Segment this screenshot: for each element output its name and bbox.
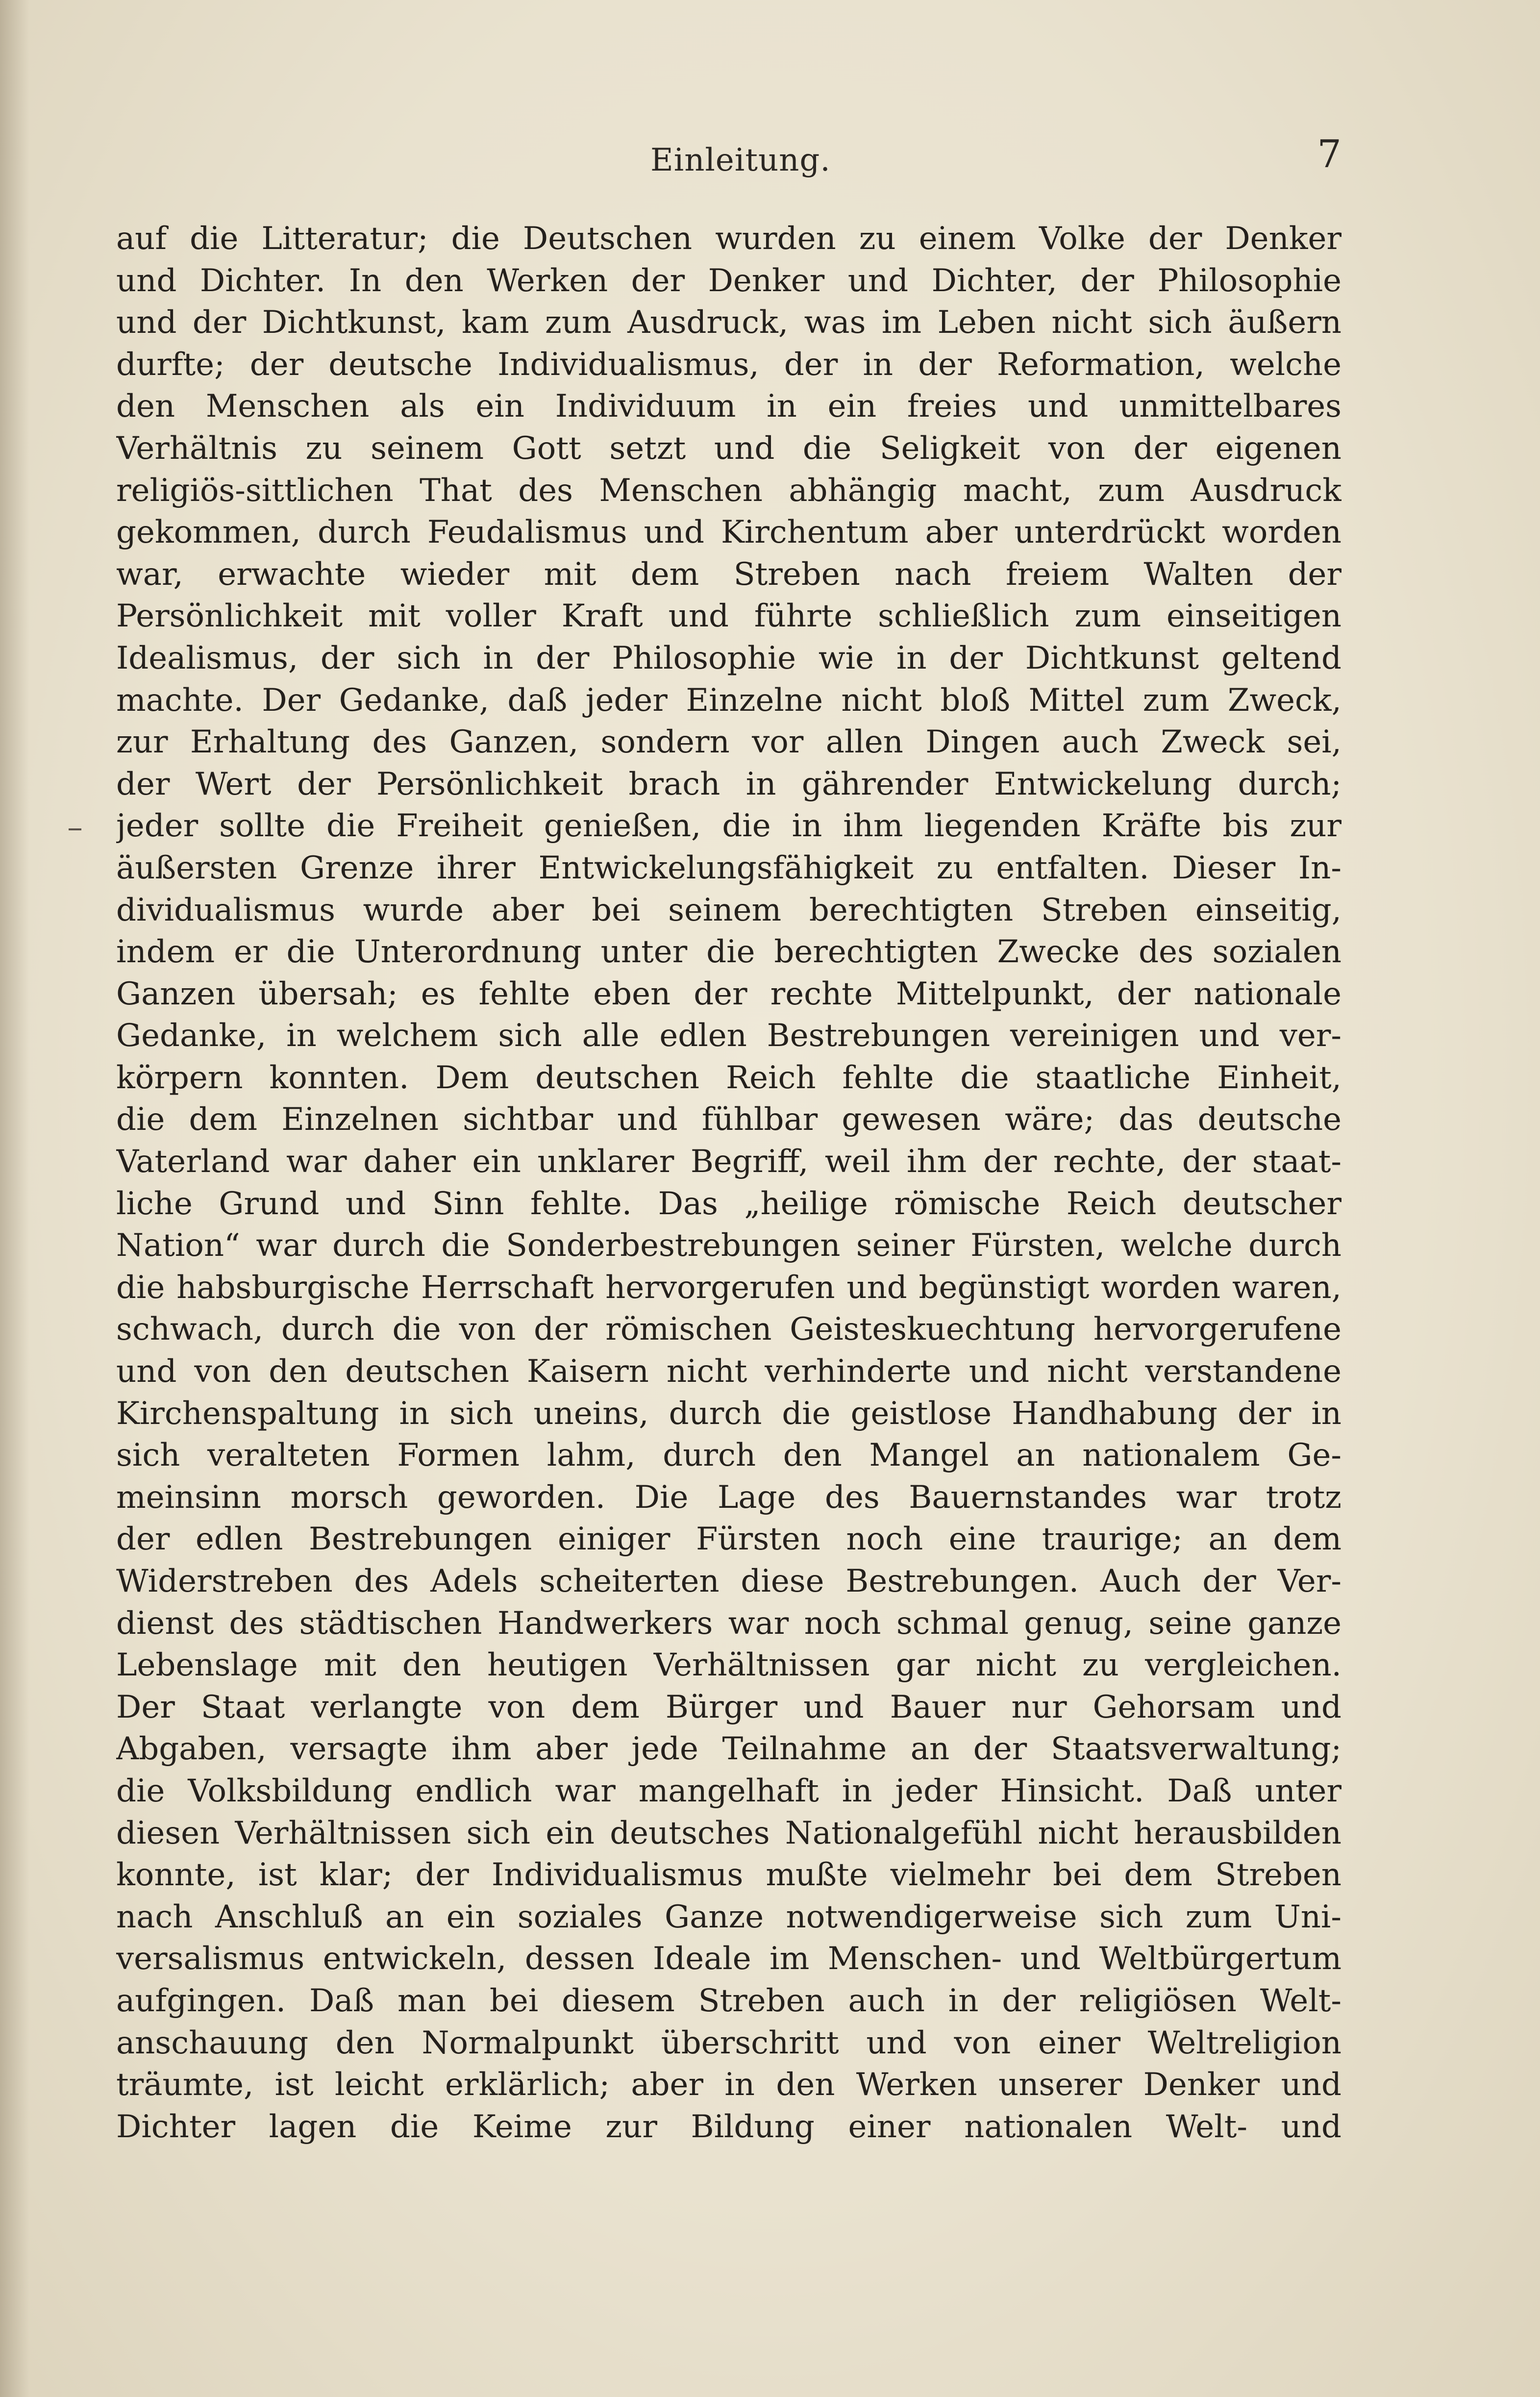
text-line: Nation“ war durch die Sonderbestrebungen seiner Fürsten, welche durch (116, 1227, 1341, 1264)
text-line: Kirchenspaltung in sich uneins, durch die geistlose Handhabung der in (116, 1395, 1341, 1432)
text-line: die Volksbildung endlich war mangelhaft in jeder Hinsicht. Daß unter (116, 1773, 1341, 1809)
text-line: und Dichter. In den Werken der Denker und Dichter, der Philosophie (116, 262, 1341, 299)
text-line: durfte; der deutsche Individualismus, der in der Reformation, welche (116, 346, 1341, 383)
text-line: äußersten Grenze ihrer Entwickelungsfähigkeit zu entfalten. Dieser In- (116, 849, 1341, 886)
text-line: und von den deutschen Kaisern nicht verhinderte und nicht verstandene (116, 1353, 1341, 1390)
text-line: gekommen, durch Feudalismus und Kirchentum aber unterdrückt worden (116, 514, 1341, 551)
text-line: Idealismus, der sich in der Philosophie wie in der Dichtkunst geltend (116, 640, 1341, 676)
text-line: diesen Verhältnissen sich ein deutsches Nationalgefühl nicht herausbilden (116, 1815, 1341, 1851)
text-line: die habsburgische Herrschaft hervorgerufen und begünstigt worden waren, (116, 1269, 1341, 1306)
text-line: träumte, ist leicht erklärlich; aber in den Werken unserer Denker und (116, 2067, 1341, 2103)
text-line: religiös-sittlichen That des Menschen abhängig macht, zum Ausdruck (116, 472, 1341, 509)
text-line: jeder sollte die Freiheit genießen, die in ihm liegenden Kräfte bis zur (116, 808, 1341, 845)
text-line: dienst des städtischen Handwerkers war noch schmal genug, seine ganze (116, 1605, 1341, 1642)
text-line: schwach, durch die von der römischen Geisteskuechtung hervorgerufene (116, 1311, 1341, 1348)
running-head: Einleitung. (650, 142, 831, 178)
page-header (116, 132, 1341, 191)
text-line: Persönlichkeit mit voller Kraft und führte schließlich zum einseitigen (116, 598, 1341, 635)
page-gutter-shadow (0, 0, 29, 2397)
text-line: körpern konnten. Dem deutschen Reich fehlte die staatliche Einheit, (116, 1059, 1341, 1096)
text-line: der Wert der Persönlichkeit brach in gährender Entwickelung durch; (116, 766, 1341, 802)
text-line: indem er die Unterordnung unter die berechtigten Zwecke des sozialen (116, 934, 1341, 971)
text-line: Der Staat verlangte von dem Bürger und Bauer nur Gehorsam und (116, 1689, 1341, 1725)
text-line: Gedanke, in welchem sich alle edlen Bestrebungen vereinigen und ver- (116, 1018, 1341, 1054)
text-line: dividualismus wurde aber bei seinem berechtigten Streben einseitig, (116, 892, 1341, 928)
text-line: anschauung den Normalpunkt überschritt und von einer Weltreligion (116, 2024, 1341, 2061)
text-line: und der Dichtkunst, kam zum Ausdruck, was im Leben nicht sich äußern (116, 304, 1341, 341)
margin-mark (69, 828, 81, 830)
text-line: den Menschen als ein Individuum in ein freies und unmittelbares (116, 388, 1341, 425)
text-line: konnte, ist klar; der Individualismus mußte vielmehr bei dem Streben (116, 1857, 1341, 1894)
text-line: war, erwachte wieder mit dem Streben nach freiem Walten der (116, 556, 1341, 593)
text-line: zur Erhaltung des Ganzen, sondern vor allen Dingen auch Zweck sei, (116, 724, 1341, 761)
text-line: versalismus entwickeln, dessen Ideale im Menschen- und Weltbürgertum (116, 1941, 1341, 1977)
page-number: 7 (1317, 132, 1341, 176)
text-line: Ganzen übersah; es fehlte eben der rechte Mittelpunkt, der nationale (116, 975, 1341, 1012)
text-line: der edlen Bestrebungen einiger Fürsten noch eine traurige; an dem (116, 1521, 1341, 1558)
text-line: Lebenslage mit den heutigen Verhältnissen gar nicht zu vergleichen. (116, 1647, 1341, 1684)
text-line: liche Grund und Sinn fehlte. Das „heilige römische Reich deutscher (116, 1185, 1341, 1222)
text-line: meinsinn morsch geworden. Die Lage des Bauernstandes war trotz (116, 1479, 1341, 1516)
text-line: Vaterland war daher ein unklarer Begriff, weil ihm der rechte, der staat- (116, 1144, 1341, 1180)
text-line: Dichter lagen die Keime zur Bildung einer nationalen Welt- und (116, 2108, 1341, 2145)
text-line: die dem Einzelnen sichtbar und fühlbar gewesen wäre; das deutsche (116, 1101, 1341, 1138)
text-line: aufgingen. Daß man bei diesem Streben auch in der religiösen Welt- (116, 1982, 1341, 2019)
body-text (116, 218, 1341, 2148)
text-line: Widerstreben des Adels scheiterten diese Bestrebungen. Auch der Ver- (116, 1563, 1341, 1599)
text-line: Verhältnis zu seinem Gott setzt und die Seligkeit von der eigenen (116, 430, 1341, 467)
text-line: nach Anschluß an ein soziales Ganze notwendigerweise sich zum Uni- (116, 1898, 1341, 1935)
text-line: Abgaben, versagte ihm aber jede Teilnahme an der Staatsverwaltung; (116, 1731, 1341, 1768)
text-line: machte. Der Gedanke, daß jeder Einzelne nicht bloß Mittel zum Zweck, (116, 682, 1341, 719)
text-line: sich veralteten Formen lahm, durch den Mangel an nationalem Ge- (116, 1437, 1341, 1474)
text-line: auf die Litteratur; die Deutschen wurden zu einem Volke der Denker (116, 221, 1341, 257)
